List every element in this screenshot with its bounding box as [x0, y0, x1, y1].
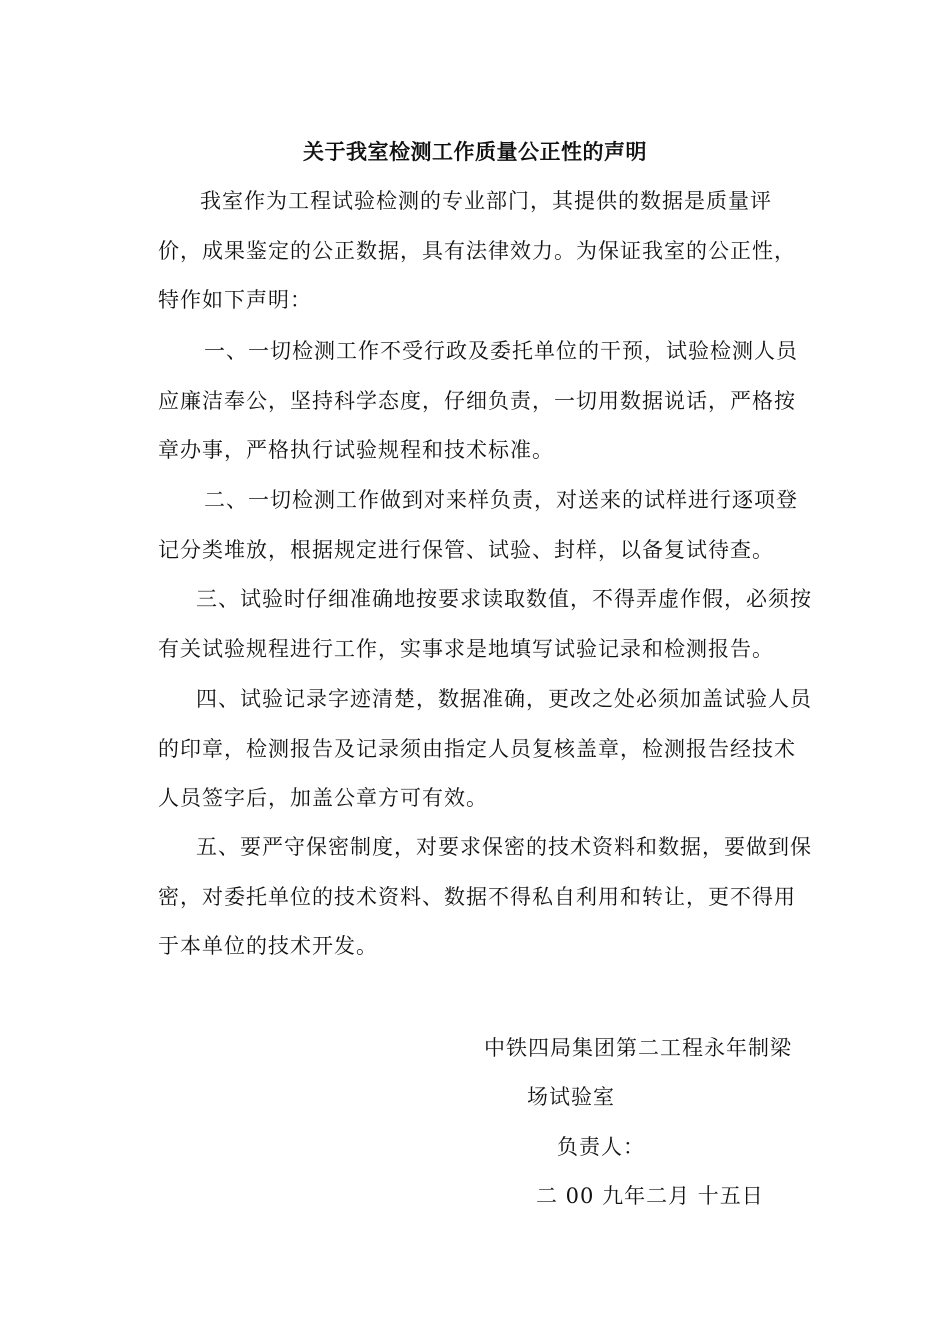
document-title: 关于我室检测工作质量公正性的声明 — [303, 139, 647, 164]
paragraph-intro: 我室作为工程试验检测的专业部门，其提供的数据是质量评价，成果鉴定的公正数据，具有法律效力。为保证我室的公正性，特作如下声明： — [158, 189, 796, 312]
signature-person-label: 负责人： — [557, 1135, 645, 1159]
signature-organization-line1: 中铁四局集团第二工程永年制梁 — [484, 1036, 792, 1060]
paragraph-item-1: 一、一切检测工作不受行政及委托单位的干预，试验检测人员应廉洁奉公，坚持科学态度，仔细负责，一切用数据说话，严格按章办事，严格执行试验规程和技术标准。 — [158, 339, 798, 462]
paragraph-item-4: 四、试验记录字迹清楚，数据准确，更改之处必须加盖试验人员的印章，检测报告及记录须由指定人员复核盖章，检测报告经技术人员签字后，加盖公章方可有效。 — [158, 687, 812, 810]
signature-date: 二 00 九年二月 十五日 — [536, 1184, 764, 1208]
paragraph-item-5: 五、要严守保密制度，对要求保密的技术资料和数据，要做到保密，对委托单位的技术资料、数据不得私自利用和转让，更不得用于本单位的技术开发。 — [158, 835, 812, 958]
paragraph-item-3: 三、试验时仔细准确地按要求读取数值，不得弄虚作假，必须按有关试验规程进行工作，实事求是地填写试验记录和检测报告。 — [158, 587, 812, 661]
signature-organization-line2: 场试验室 — [527, 1085, 615, 1109]
paragraph-item-2: 二、一切检测工作做到对来样负责，对送来的试样进行逐项登记分类堆放，根据规定进行保管、试验、封样，以备复试待查。 — [158, 488, 798, 562]
